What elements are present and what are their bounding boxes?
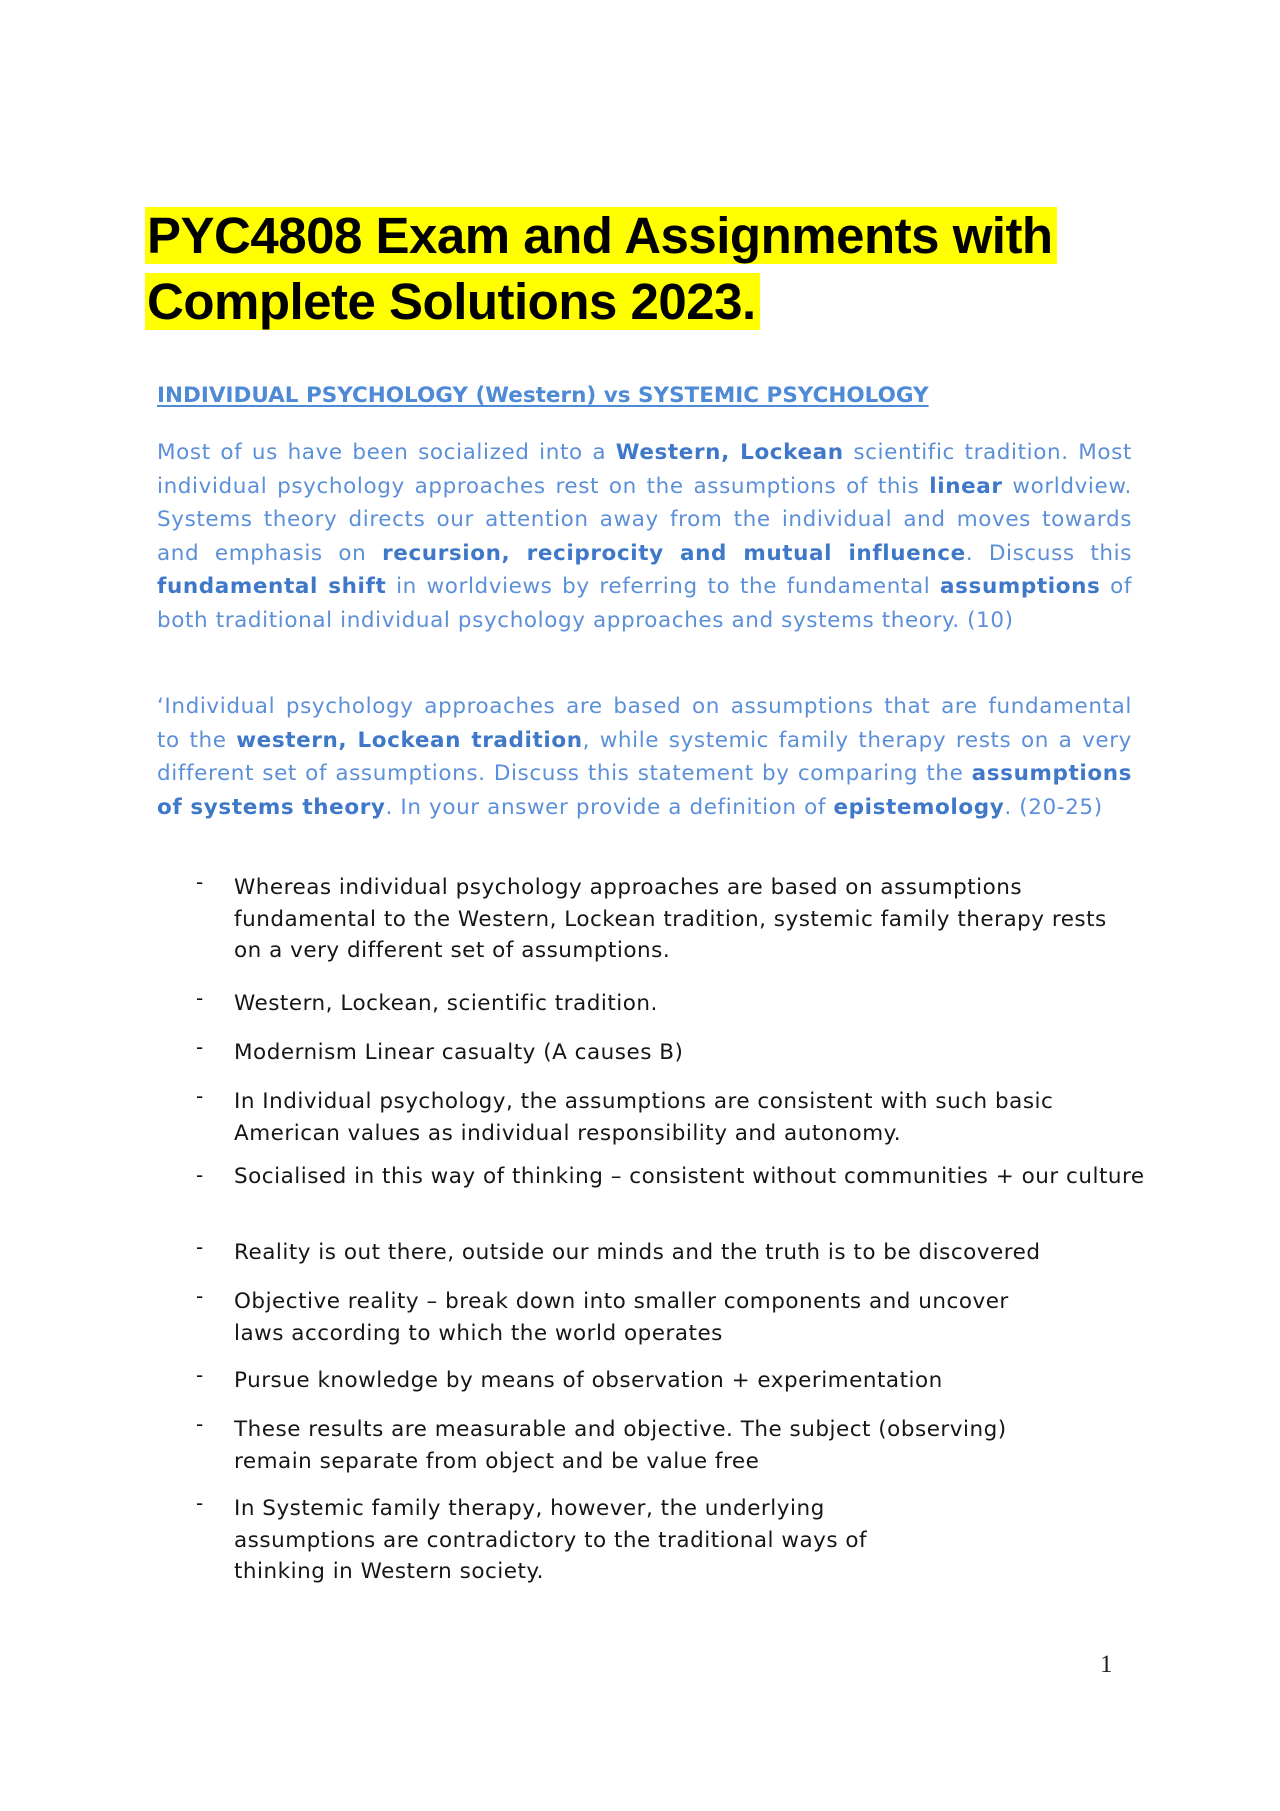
- bullet-marker: -: [196, 986, 204, 1010]
- list-item-text: Pursue knowledge by means of observation + experimentation: [234, 1368, 943, 1393]
- bullet-marker: -: [196, 1491, 204, 1515]
- bullet-marker: -: [196, 1284, 204, 1308]
- emphasized-text: western, Lockean tradition: [236, 727, 583, 753]
- section-heading: INDIVIDUAL PSYCHOLOGY (Western) vs SYSTEMIC PSYCHOLOGY: [157, 383, 929, 408]
- bullet-marker: -: [196, 1363, 204, 1387]
- emphasized-text: fundamental shift: [157, 574, 387, 600]
- list-item-text: Whereas individual psychology approaches are based on assumptions fundamental to the Western, Lockean tradition, systemic family therapy rests on a very different set of assumptions.: [234, 875, 1107, 963]
- list-item-text: Modernism Linear casualty (A causes B): [234, 1040, 684, 1065]
- paragraph-text: . Discuss this: [965, 540, 1132, 566]
- question-paragraph-2: [157, 690, 1132, 824]
- title-highlight: PYC4808 Exam and Assignments with Complete Solutions 2023.: [145, 207, 1057, 330]
- page-number: 1: [1100, 1651, 1113, 1678]
- emphasized-text: Western, Lockean: [615, 440, 844, 465]
- paragraph-text: . In your answer provide a definition of: [385, 794, 834, 820]
- question-paragraph-1: [157, 436, 1132, 638]
- list-item-text: Objective reality – break down into smaller components and uncover laws according to which the world operates: [234, 1289, 1009, 1346]
- bullet-marker: -: [196, 870, 204, 894]
- paragraph-text: . (20-25): [1004, 794, 1103, 820]
- paragraph-text: ‘Individual psychology approaches are based on assumptions that are fundamental to the: [157, 694, 1132, 753]
- bullet-marker: -: [196, 1084, 204, 1108]
- emphasized-text: epistemology: [833, 794, 1005, 820]
- bullet-marker: -: [196, 1412, 204, 1436]
- paragraph-text: Most of us have been socialized into a: [157, 440, 616, 465]
- list-item-text: In Individual psychology, the assumptions are consistent with such basic American values as individual responsibility and autonomy.: [234, 1089, 1054, 1146]
- bullet-marker: -: [196, 1163, 204, 1187]
- emphasized-text: linear: [929, 473, 1003, 499]
- list-item-text: Socialised in this way of thinking – consistent without communities + our culture: [234, 1164, 1145, 1189]
- bullet-marker: -: [196, 1035, 204, 1059]
- list-item-text: These results are measurable and objective. The subject (observing) remain separate from object and be value free: [234, 1417, 1007, 1474]
- document-title: [145, 203, 1105, 335]
- paragraph-text: in worldviews by referring to the fundamental: [386, 574, 941, 600]
- emphasized-text: recursion, reciprocity and mutual influence: [382, 540, 966, 566]
- list-item-text: Reality is out there, outside our minds and the truth is to be discovered: [234, 1240, 1041, 1265]
- paragraph-text: scientific tradition. Most individual psychology approaches rest on the assumptions of this: [157, 440, 1133, 499]
- paragraph-text: worldview. Systems theory directs our attention away from the individual and moves towards and emphasis on: [157, 473, 1132, 566]
- bullet-marker: -: [196, 1235, 204, 1259]
- emphasized-text: assumptions of systems theory: [157, 761, 1132, 820]
- paragraph-text: , while systemic family therapy rests on a very different set of assumptions. Discuss this statement by comparing the: [157, 727, 1132, 787]
- list-item-text: In Systemic family therapy, however, the underlying assumptions are contradictory to the traditional ways of thinking in Western society.: [234, 1496, 868, 1584]
- list-item-text: Western, Lockean, scientific tradition.: [234, 991, 658, 1016]
- emphasized-text: assumptions: [940, 574, 1101, 600]
- paragraph-text: of both traditional individual psychology approaches and systems theory. (10): [157, 574, 1132, 633]
